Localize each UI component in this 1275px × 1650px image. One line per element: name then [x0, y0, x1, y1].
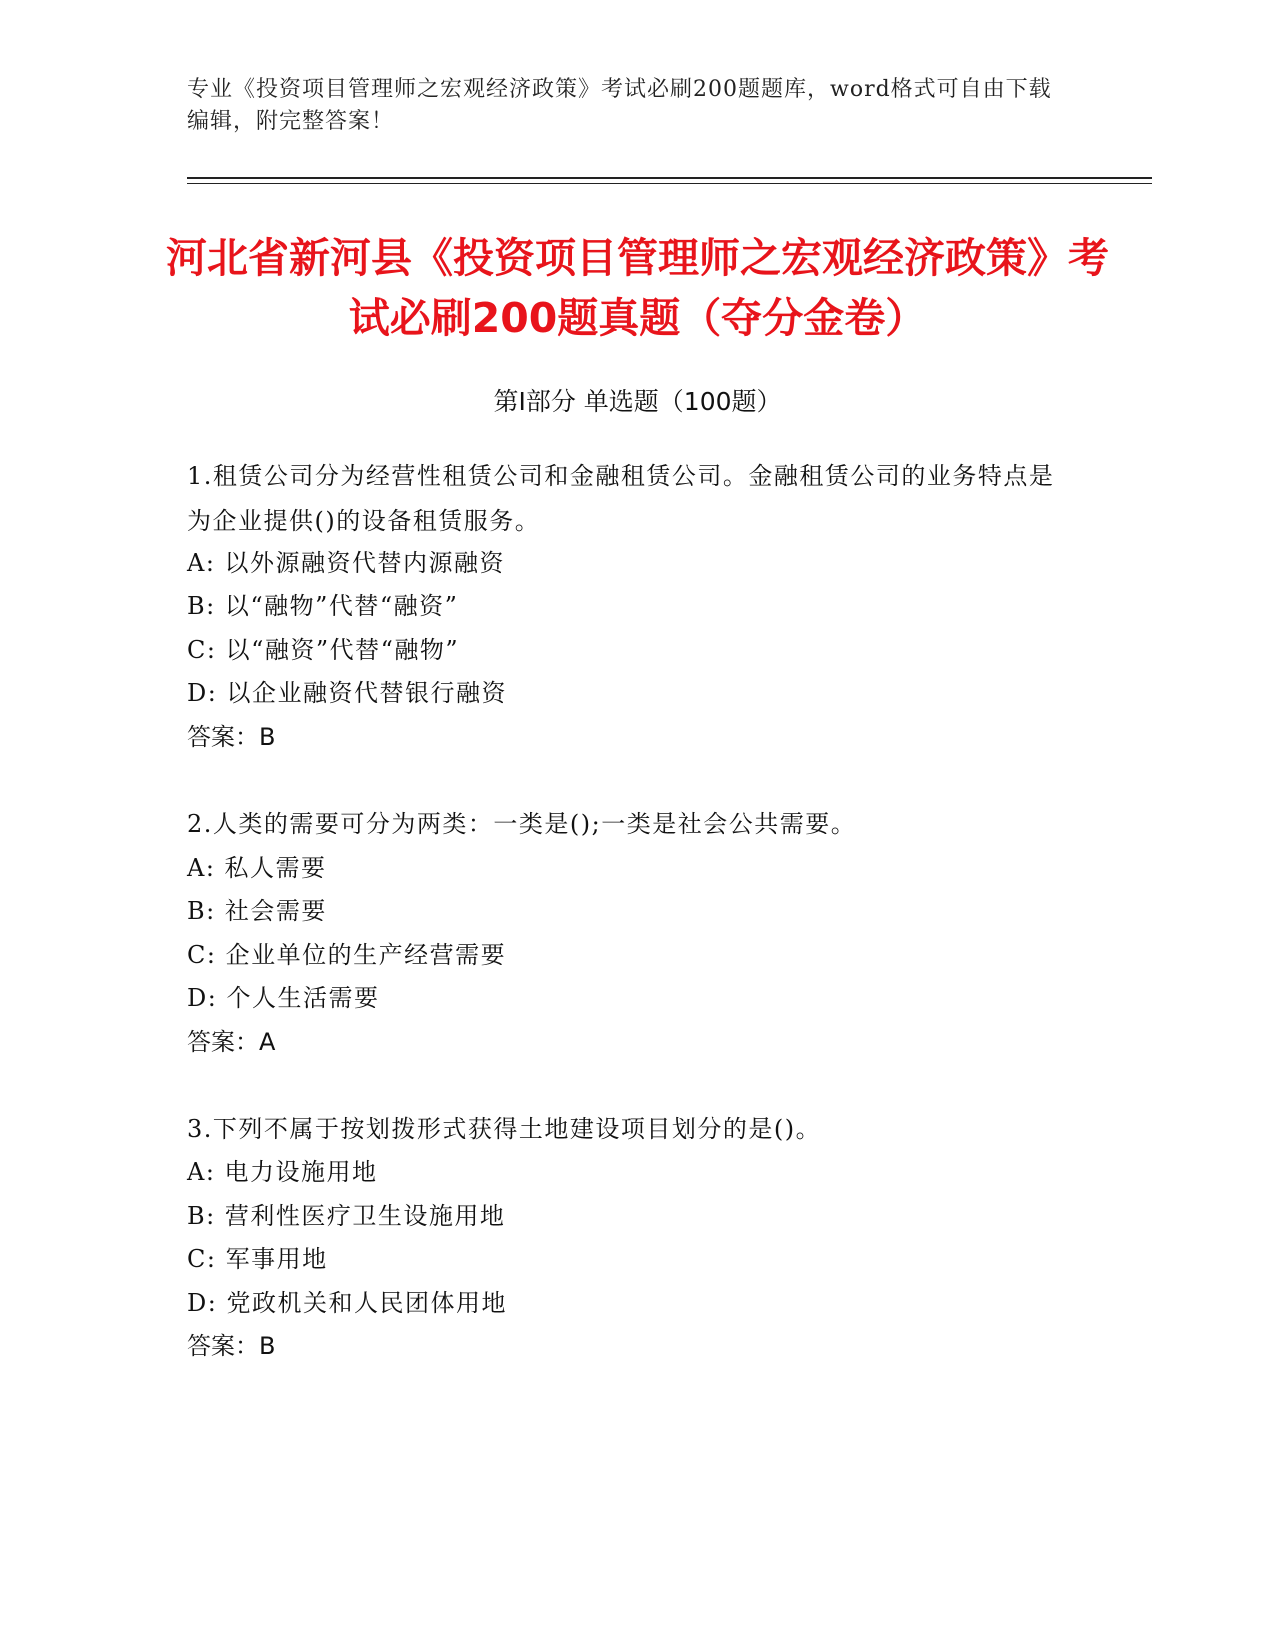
question-option-b: B: 营利性医疗卫生设施用地 — [187, 1202, 506, 1230]
question-option-a: A: 以外源融资代替内源融资 — [187, 549, 506, 577]
question-option-c: C: 以“融资”代替“融物” — [187, 636, 460, 664]
question-stem: 3.下列不属于按划拨形式获得土地建设项目划分的是()。 — [187, 1115, 822, 1143]
question-option-b: B: 以“融物”代替“融资” — [187, 592, 459, 620]
question-option-b: B: 社会需要 — [187, 897, 327, 925]
document-title: 河北省新河县《投资项目管理师之宏观经济政策》考试必刷200题真题（夺分金卷） — [166, 234, 1109, 342]
question-answer: 答案：B — [187, 1332, 276, 1360]
question-answer: 答案：B — [187, 723, 276, 751]
question-option-a: A: 私人需要 — [187, 854, 327, 882]
section-title: 第I部分 单选题（100题） — [493, 387, 782, 416]
question-stem: 2.人类的需要可分为两类：一类是();一类是社会公共需要。 — [187, 810, 857, 838]
question-option-c: C: 企业单位的生产经营需要 — [187, 941, 507, 969]
question-option-a: A: 电力设施用地 — [187, 1158, 378, 1186]
question-stem: 1.租赁公司分为经营性租赁公司和金融租赁公司。金融租赁公司的业务特点是为企业提供()的设备租赁服务。 — [187, 462, 1055, 535]
header-divider-thin — [187, 183, 1152, 184]
question-answer: 答案：A — [187, 1028, 276, 1056]
question-option-d: D: 以企业融资代替银行融资 — [187, 679, 507, 707]
question-option-c: C: 军事用地 — [187, 1245, 328, 1273]
question-option-d: D: 党政机关和人民团体用地 — [187, 1289, 507, 1317]
header-divider-thick — [187, 177, 1152, 179]
question-option-d: D: 个人生活需要 — [187, 984, 380, 1012]
header-note: 专业《投资项目管理师之宏观经济政策》考试必刷200题题库，word格式可自由下载编辑，附完整答案！ — [187, 77, 1052, 134]
